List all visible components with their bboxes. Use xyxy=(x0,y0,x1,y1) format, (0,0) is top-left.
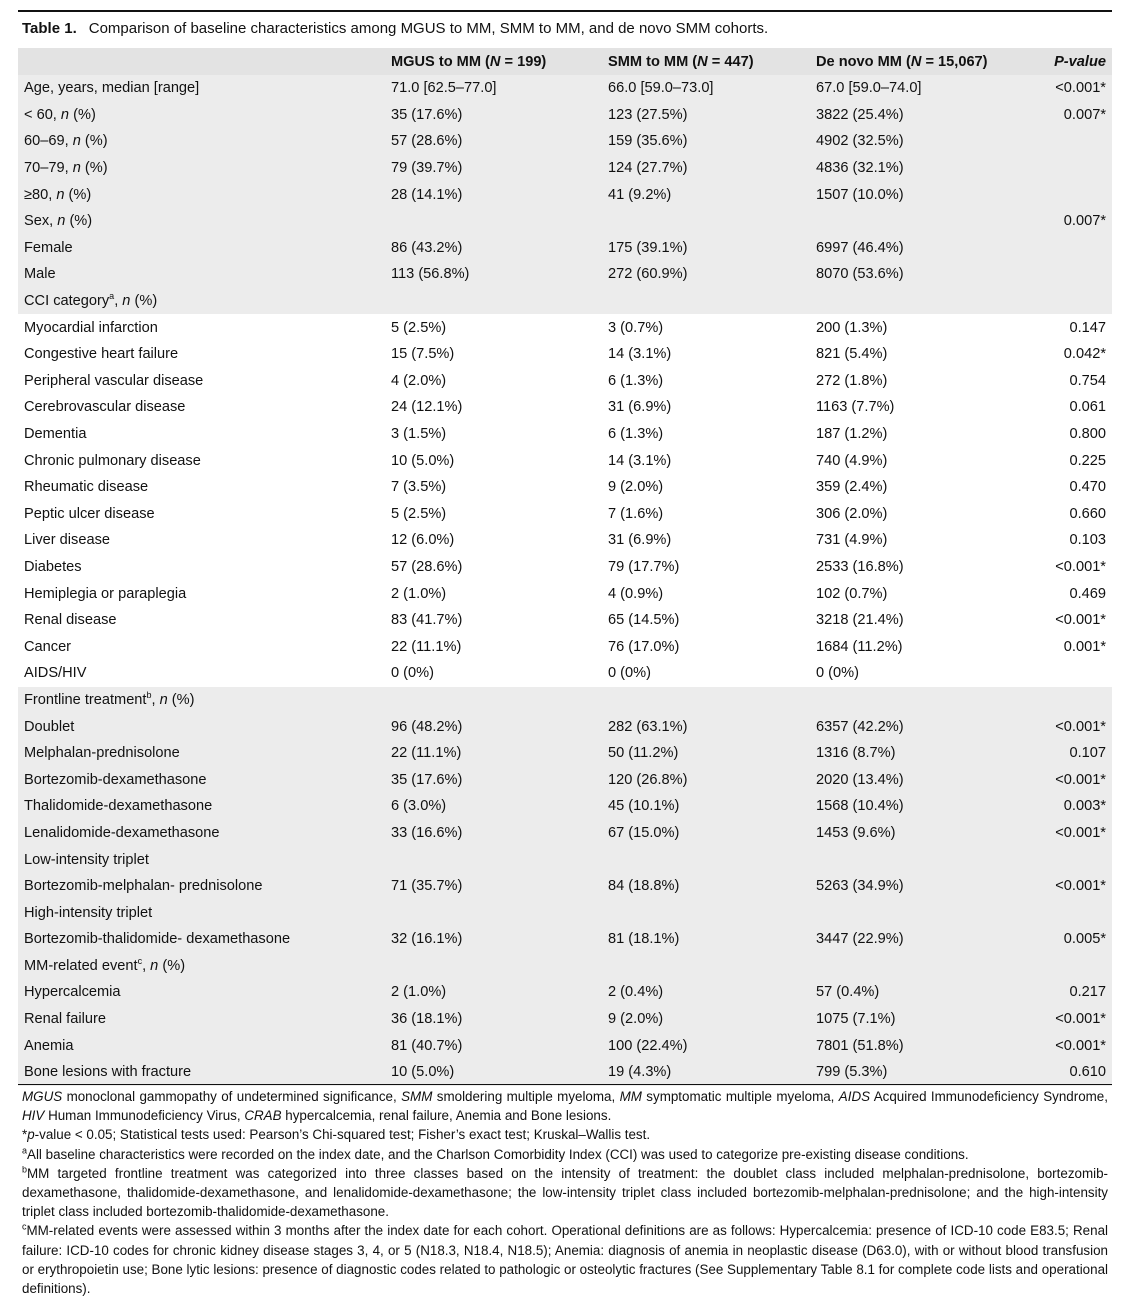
cell-de-novo-mm: 200 (1.3%) xyxy=(816,319,888,336)
cell-smm-to-mm: 67 (15.0%) xyxy=(608,824,680,841)
cell-smm-to-mm: 6 (1.3%) xyxy=(608,426,664,443)
cell-mgus-to-mm: 0 (0%) xyxy=(391,665,434,682)
cell-mgus-to-mm: 24 (12.1%) xyxy=(391,399,463,416)
row-label: Chronic pulmonary disease xyxy=(24,452,201,469)
cell-mgus-to-mm: 96 (48.2%) xyxy=(391,718,463,735)
table-row xyxy=(18,181,1112,208)
cell-smm-to-mm xyxy=(602,687,810,714)
cell-mgus-to-mm: 113 (56.8%) xyxy=(391,266,470,283)
table-row xyxy=(18,314,1112,341)
cell-mgus-to-mm: 57 (28.6%) xyxy=(391,133,463,150)
cell-p-value: 0.107 xyxy=(1069,745,1106,762)
table-row xyxy=(18,740,1112,767)
row-label: Liver disease xyxy=(24,532,110,549)
cell-p-value: <0.001* xyxy=(1055,771,1106,788)
footnote-c: $^c$MM-related events were assessed within 3 months after the index date for each cohort. Operational definitions are as follows: Hypercalcemia: presence of ICD-10 code E83.5; Renal failure: ICD-10 codes for chronic kidney disease stages 3, 4, or 5 (N18.3, N18.4, N18.5); Anemia: diagnosis of anemia in neoplastic disease (D63.0), with or without blood transfusion or erythropoietin use; Bone lytic lesions: presence of diagnostic codes related to pathologic or osteolytic fractures (See Supplementary Table 8.1 for complete code lists and operational definitions). xyxy=(22,1221,1108,1297)
cell-smm-to-mm: 100 (22.4%) xyxy=(608,1037,688,1054)
cell-p-value: 0.225 xyxy=(1069,452,1106,469)
table-row xyxy=(18,447,1112,474)
row-label: CCI category$^a$, n (%) xyxy=(24,291,158,310)
cell-de-novo-mm: 8070 (53.6%) xyxy=(816,266,904,283)
cell-de-novo-mm: 272 (1.8%) xyxy=(816,372,888,389)
cell-smm-to-mm: 3 (0.7%) xyxy=(608,319,664,336)
cell-p-value xyxy=(1040,660,1112,687)
cell-p-value: <0.001* xyxy=(1055,558,1106,575)
cell-p-value: 0.800 xyxy=(1069,426,1106,443)
cell-smm-to-mm: 50 (11.2%) xyxy=(608,745,679,762)
cell-p-value: <0.001* xyxy=(1055,824,1106,841)
cell-p-value: 0.610 xyxy=(1069,1064,1106,1081)
cell-mgus-to-mm xyxy=(385,846,602,873)
row-label: AIDS/HIV xyxy=(24,665,87,682)
cell-p-value: 0.003* xyxy=(1063,798,1106,815)
table-body xyxy=(18,75,1112,1086)
cell-mgus-to-mm: 35 (17.6%) xyxy=(391,771,463,788)
table-row xyxy=(18,766,1112,793)
cell-mgus-to-mm: 15 (7.5%) xyxy=(391,346,455,363)
header-de-novo-mm: De novo MM (N = 15,067) xyxy=(810,48,1040,75)
row-label: Bortezomib-dexamethasone xyxy=(24,771,207,788)
row-label: Low-intensity triplet xyxy=(24,851,149,868)
table-row xyxy=(18,75,1112,102)
cell-p-value: <0.001* xyxy=(1055,878,1106,895)
cell-smm-to-mm: 0 (0%) xyxy=(608,665,651,682)
cell-smm-to-mm: 6 (1.3%) xyxy=(608,372,664,389)
row-label: Myocardial infarction xyxy=(24,319,158,336)
cell-smm-to-mm: 9 (2.0%) xyxy=(608,479,664,496)
cell-smm-to-mm: 9 (2.0%) xyxy=(608,1011,664,1028)
table-row xyxy=(18,208,1112,235)
row-label: Hemiplegia or paraplegia xyxy=(24,585,187,602)
row-label: Female xyxy=(24,239,73,256)
cell-de-novo-mm: 2533 (16.8%) xyxy=(816,558,904,575)
cell-de-novo-mm xyxy=(810,687,1040,714)
cell-de-novo-mm: 6997 (46.4%) xyxy=(816,239,904,256)
table-title: Comparison of baseline characteristics among MGUS to MM, SMM to MM, and de novo SMM cohorts. xyxy=(88,20,769,37)
row-label: Bone lesions with fracture xyxy=(24,1064,192,1081)
cell-smm-to-mm: 14 (3.1%) xyxy=(608,452,672,469)
cell-de-novo-mm xyxy=(810,953,1040,980)
row-label: Lenalidomide-dexamethasone xyxy=(24,824,220,841)
cell-mgus-to-mm: 36 (18.1%) xyxy=(391,1011,463,1028)
table-row xyxy=(18,899,1112,926)
cell-p-value: 0.217 xyxy=(1069,984,1106,1001)
cell-de-novo-mm: 7801 (51.8%) xyxy=(816,1037,904,1054)
row-label: MM-related event$^c$, n (%) xyxy=(24,956,186,974)
cell-mgus-to-mm: 71.0 [62.5–77.0] xyxy=(391,80,497,97)
cell-smm-to-mm: 66.0 [59.0–73.0] xyxy=(608,80,714,97)
cell-smm-to-mm: 41 (9.2%) xyxy=(608,186,672,203)
cell-mgus-to-mm: 5 (2.5%) xyxy=(391,319,447,336)
row-label: Congestive heart failure xyxy=(24,346,179,363)
cell-mgus-to-mm: 57 (28.6%) xyxy=(391,558,463,575)
table-row xyxy=(18,846,1112,873)
cell-p-value: <0.001* xyxy=(1055,718,1106,735)
row-label: 60–69, n (%) xyxy=(24,133,108,150)
row-label: Anemia xyxy=(24,1037,74,1054)
cell-p-value xyxy=(1040,687,1112,714)
cell-smm-to-mm: 65 (14.5%) xyxy=(608,612,680,629)
cell-de-novo-mm: 731 (4.9%) xyxy=(816,532,888,549)
cell-mgus-to-mm: 5 (2.5%) xyxy=(391,505,447,522)
table-row xyxy=(18,793,1112,820)
table-footnotes xyxy=(22,1087,1108,1298)
header-p-value: P-value xyxy=(1040,48,1112,75)
cell-p-value: 0.007* xyxy=(1063,106,1106,123)
cell-p-value: 0.005* xyxy=(1063,931,1106,948)
cell-de-novo-mm: 3822 (25.4%) xyxy=(816,106,904,123)
cell-de-novo-mm: 57 (0.4%) xyxy=(816,984,880,1001)
table-row xyxy=(18,474,1112,501)
row-label: < 60, n (%) xyxy=(24,106,96,123)
row-label: Renal failure xyxy=(24,1011,106,1028)
cell-mgus-to-mm: 79 (39.7%) xyxy=(391,160,463,177)
cell-de-novo-mm: 1684 (11.2%) xyxy=(816,638,903,655)
cell-de-novo-mm: 3218 (21.4%) xyxy=(816,612,904,629)
table-row xyxy=(18,607,1112,634)
cell-smm-to-mm: 31 (6.9%) xyxy=(608,399,672,416)
cell-p-value: <0.001* xyxy=(1055,80,1106,97)
row-label: ≥80, n (%) xyxy=(24,186,92,203)
cell-smm-to-mm: 124 (27.7%) xyxy=(608,160,688,177)
cell-p-value: 0.007* xyxy=(1063,213,1106,230)
cell-mgus-to-mm xyxy=(385,953,602,980)
cell-de-novo-mm: 3447 (22.9%) xyxy=(816,931,904,948)
cell-mgus-to-mm: 12 (6.0%) xyxy=(391,532,455,549)
cell-smm-to-mm xyxy=(602,208,810,235)
cell-de-novo-mm: 5263 (34.9%) xyxy=(816,878,904,895)
row-label: Melphalan-prednisolone xyxy=(24,745,180,762)
cell-p-value xyxy=(1040,953,1112,980)
table-row xyxy=(18,261,1112,288)
table-row xyxy=(18,527,1112,554)
table-row xyxy=(18,554,1112,581)
cell-de-novo-mm: 799 (5.3%) xyxy=(816,1064,888,1081)
cell-de-novo-mm: 4902 (32.5%) xyxy=(816,133,904,150)
cell-p-value: 0.470 xyxy=(1069,479,1106,496)
row-label: Rheumatic disease xyxy=(24,479,149,496)
cell-mgus-to-mm: 7 (3.5%) xyxy=(391,479,447,496)
cell-p-value: <0.001* xyxy=(1055,612,1106,629)
table-row xyxy=(18,660,1112,687)
row-label: Cerebrovascular disease xyxy=(24,399,186,416)
cell-smm-to-mm: 19 (4.3%) xyxy=(608,1064,672,1081)
cell-p-value: 0.660 xyxy=(1069,505,1106,522)
cell-de-novo-mm xyxy=(810,899,1040,926)
cell-mgus-to-mm: 35 (17.6%) xyxy=(391,106,463,123)
cell-de-novo-mm: 6357 (42.2%) xyxy=(816,718,904,735)
cell-p-value: <0.001* xyxy=(1055,1011,1106,1028)
table-row xyxy=(18,687,1112,714)
cell-de-novo-mm: 359 (2.4%) xyxy=(816,479,888,496)
cell-de-novo-mm xyxy=(810,846,1040,873)
cell-de-novo-mm: 1316 (8.7%) xyxy=(816,745,896,762)
cell-smm-to-mm: 159 (35.6%) xyxy=(608,133,688,150)
table-row xyxy=(18,235,1112,262)
cell-mgus-to-mm: 6 (3.0%) xyxy=(391,798,447,815)
cell-mgus-to-mm: 10 (5.0%) xyxy=(391,452,455,469)
table-row xyxy=(18,288,1112,315)
cell-mgus-to-mm: 4 (2.0%) xyxy=(391,372,447,389)
cell-p-value: 0.061 xyxy=(1069,399,1106,416)
cell-de-novo-mm: 4836 (32.1%) xyxy=(816,160,904,177)
row-label: Hypercalcemia xyxy=(24,984,121,1001)
cell-mgus-to-mm xyxy=(385,687,602,714)
cell-p-value xyxy=(1040,155,1112,182)
cell-smm-to-mm: 272 (60.9%) xyxy=(608,266,688,283)
table-row xyxy=(18,341,1112,368)
cell-mgus-to-mm: 2 (1.0%) xyxy=(391,984,447,1001)
cell-de-novo-mm: 1568 (10.4%) xyxy=(816,798,904,815)
cell-mgus-to-mm xyxy=(385,899,602,926)
table-row xyxy=(18,713,1112,740)
cell-de-novo-mm xyxy=(810,288,1040,315)
footnote-a: $^a$All baseline characteristics were recorded on the index date, and the Charlson Comorbidity Index (CCI) was used to categorize pre-existing disease conditions. xyxy=(22,1145,969,1162)
table-row xyxy=(18,873,1112,900)
cell-smm-to-mm xyxy=(602,953,810,980)
cell-mgus-to-mm: 22 (11.1%) xyxy=(391,638,462,655)
significance-note: *p-value < 0.05; Statistical tests used: Pearson’s Chi-squared test; Fisher’s exact test; Kruskal–Wallis test. xyxy=(22,1127,651,1143)
row-label: Age, years, median [range] xyxy=(24,80,200,97)
row-label: Renal disease xyxy=(24,612,117,629)
cell-smm-to-mm: 79 (17.7%) xyxy=(608,558,680,575)
cell-smm-to-mm: 120 (26.8%) xyxy=(608,771,688,788)
row-label: Diabetes xyxy=(24,558,82,575)
table-row xyxy=(18,128,1112,155)
cell-smm-to-mm xyxy=(602,899,810,926)
row-label: Dementia xyxy=(24,426,87,443)
table-row xyxy=(18,1006,1112,1033)
table-row xyxy=(18,501,1112,528)
row-label: Cancer xyxy=(24,638,72,655)
header-smm-to-mm: SMM to MM (N = 447) xyxy=(602,48,810,75)
row-label: High-intensity triplet xyxy=(24,904,153,921)
table-row xyxy=(18,820,1112,847)
cell-p-value xyxy=(1040,261,1112,288)
baseline-characteristics-table xyxy=(18,48,1112,1086)
header-mgus-to-mm: MGUS to MM (N = 199) xyxy=(385,48,602,75)
cell-smm-to-mm: 7 (1.6%) xyxy=(608,505,664,522)
table-row xyxy=(18,1059,1112,1086)
cell-de-novo-mm: 67.0 [59.0–74.0] xyxy=(816,80,922,97)
cell-smm-to-mm xyxy=(602,846,810,873)
table-caption xyxy=(22,18,768,40)
row-label: Peripheral vascular disease xyxy=(24,372,204,389)
table-row xyxy=(18,633,1112,660)
cell-p-value: 0.001* xyxy=(1063,638,1106,655)
table-row xyxy=(18,979,1112,1006)
cell-de-novo-mm: 740 (4.9%) xyxy=(816,452,888,469)
cell-mgus-to-mm: 83 (41.7%) xyxy=(391,612,463,629)
row-label: Bortezomib-thalidomide- dexamethasone xyxy=(24,931,291,948)
header-row xyxy=(18,48,1112,75)
table-row xyxy=(18,368,1112,395)
cell-de-novo-mm: 821 (5.4%) xyxy=(816,346,888,363)
cell-mgus-to-mm: 3 (1.5%) xyxy=(391,426,447,443)
table-label: Table 1. xyxy=(22,20,77,37)
bottom-rule xyxy=(18,1084,1112,1085)
table-row xyxy=(18,580,1112,607)
cell-de-novo-mm: 187 (1.2%) xyxy=(816,426,888,443)
cell-mgus-to-mm: 28 (14.1%) xyxy=(391,186,463,203)
cell-smm-to-mm: 175 (39.1%) xyxy=(608,239,688,256)
cell-de-novo-mm: 2020 (13.4%) xyxy=(816,771,904,788)
table-row xyxy=(18,1032,1112,1059)
row-label: 70–79, n (%) xyxy=(24,160,108,177)
cell-p-value xyxy=(1040,181,1112,208)
cell-de-novo-mm: 102 (0.7%) xyxy=(816,585,888,602)
table-row xyxy=(18,155,1112,182)
cell-p-value: 0.103 xyxy=(1069,532,1106,549)
cell-mgus-to-mm xyxy=(385,288,602,315)
cell-mgus-to-mm: 86 (43.2%) xyxy=(391,239,463,256)
table-row xyxy=(18,102,1112,129)
cell-mgus-to-mm: 32 (16.1%) xyxy=(391,931,463,948)
header-characteristic xyxy=(18,48,385,75)
cell-de-novo-mm: 1507 (10.0%) xyxy=(816,186,904,203)
cell-smm-to-mm: 76 (17.0%) xyxy=(608,638,680,655)
cell-mgus-to-mm: 2 (1.0%) xyxy=(391,585,447,602)
table-row xyxy=(18,421,1112,448)
cell-p-value xyxy=(1040,288,1112,315)
cell-smm-to-mm xyxy=(602,288,810,315)
table-row xyxy=(18,926,1112,953)
cell-p-value xyxy=(1040,235,1112,262)
cell-p-value: 0.042* xyxy=(1063,346,1106,363)
cell-p-value: <0.001* xyxy=(1055,1037,1106,1054)
row-label: Male xyxy=(24,266,56,283)
cell-smm-to-mm: 123 (27.5%) xyxy=(608,106,688,123)
cell-de-novo-mm: 306 (2.0%) xyxy=(816,505,888,522)
cell-de-novo-mm: 1163 (7.7%) xyxy=(816,399,895,416)
cell-de-novo-mm: 1075 (7.1%) xyxy=(816,1011,896,1028)
row-label: Frontline treatment$^b$, n (%) xyxy=(24,690,195,708)
cell-smm-to-mm: 14 (3.1%) xyxy=(608,346,672,363)
cell-smm-to-mm: 84 (18.8%) xyxy=(608,878,680,895)
cell-mgus-to-mm: 81 (40.7%) xyxy=(391,1037,463,1054)
cell-smm-to-mm: 81 (18.1%) xyxy=(608,931,680,948)
cell-smm-to-mm: 282 (63.1%) xyxy=(608,718,688,735)
row-label: Sex, n (%) xyxy=(24,213,93,230)
cell-de-novo-mm: 0 (0%) xyxy=(816,665,859,682)
cell-mgus-to-mm: 10 (5.0%) xyxy=(391,1064,455,1081)
cell-mgus-to-mm: 33 (16.6%) xyxy=(391,824,463,841)
cell-mgus-to-mm: 22 (11.1%) xyxy=(391,745,462,762)
cell-de-novo-mm: 1453 (9.6%) xyxy=(816,824,896,841)
table-header xyxy=(18,48,1112,75)
cell-p-value: 0.147 xyxy=(1069,319,1106,336)
row-label: Thalidomide-dexamethasone xyxy=(24,798,213,815)
top-rule xyxy=(18,10,1112,12)
cell-p-value xyxy=(1040,846,1112,873)
cell-p-value xyxy=(1040,899,1112,926)
cell-de-novo-mm xyxy=(810,208,1040,235)
cell-smm-to-mm: 2 (0.4%) xyxy=(608,984,664,1001)
row-label: Doublet xyxy=(24,718,75,735)
table-row xyxy=(18,394,1112,421)
table-row xyxy=(18,953,1112,980)
abbreviations-note: MGUS monoclonal gammopathy of undetermined significance, SMM smoldering multiple myeloma, MM symptomatic multiple myeloma, AIDS Acquired Immunodeficiency Syndrome, HIV Human Immunodeficiency Virus, CRAB hypercalcemia, renal failure, Anemia and Bone lesions. xyxy=(22,1089,1108,1124)
cell-smm-to-mm: 4 (0.9%) xyxy=(608,585,664,602)
footnote-b: $^b$MM targeted frontline treatment was categorized into three classes based on the intensity of treatment: the doublet class included melphalan-prednisolone, bortezomib-dexamethasone, thalidomide-dexamethasone, and lenalidomide-dexamethasone; the low-intensity triplet class included bortezomib-melphalan-prednisolone; and the high-intensity triplet class included bortezomib-thalidomide-dexamethasone. xyxy=(22,1164,1108,1220)
cell-p-value: 0.469 xyxy=(1069,585,1106,602)
row-label: Bortezomib-melphalan- prednisolone xyxy=(24,878,263,895)
cell-smm-to-mm: 31 (6.9%) xyxy=(608,532,672,549)
cell-smm-to-mm: 45 (10.1%) xyxy=(608,798,680,815)
cell-p-value: 0.754 xyxy=(1069,372,1106,389)
cell-p-value xyxy=(1040,128,1112,155)
cell-mgus-to-mm: 71 (35.7%) xyxy=(391,878,463,895)
cell-mgus-to-mm xyxy=(385,208,602,235)
row-label: Peptic ulcer disease xyxy=(24,505,155,522)
